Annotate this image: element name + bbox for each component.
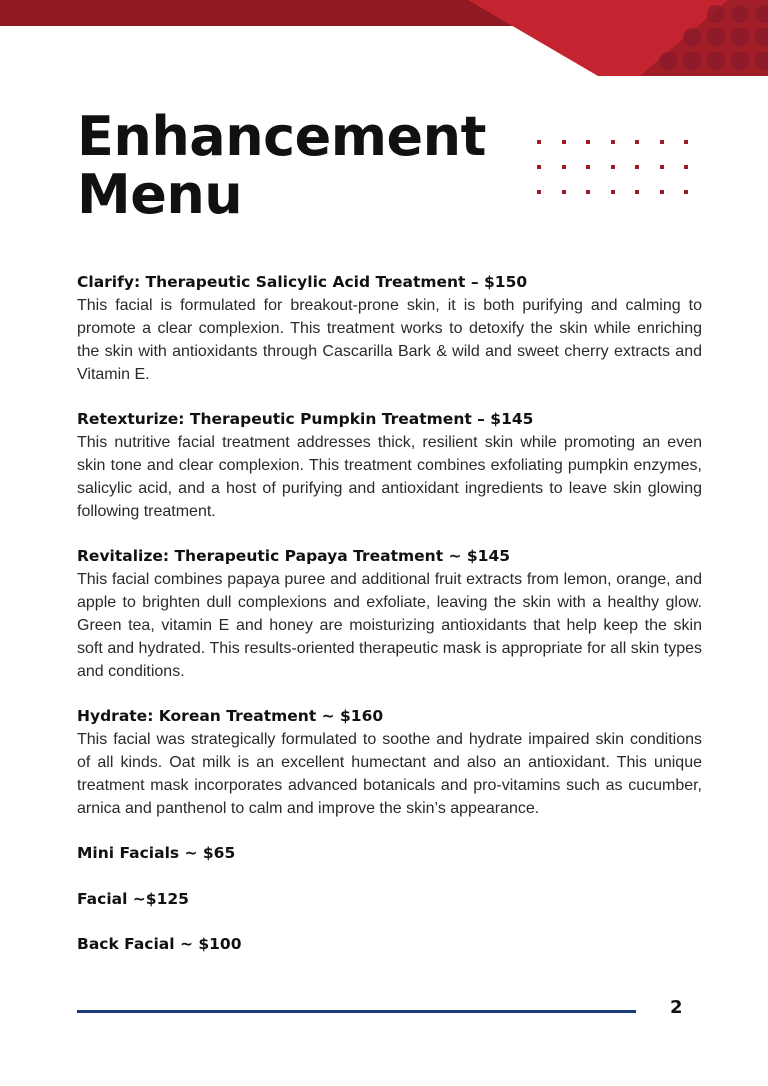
menu-item-mini-facials: Mini Facials ~ $65 [77,844,236,862]
treatment-heading: Clarify: Therapeutic Salicylic Acid Treatment – $150 [77,273,528,291]
title-line-2: Menu [77,163,243,226]
treatment-heading: Hydrate: Korean Treatment ~ $160 [77,707,384,725]
treatment-heading: Revitalize: Therapeutic Papaya Treatment ~ $145 [77,547,511,565]
treatment-description: This facial is formulated for breakout-prone skin, it is both purifying and calming to promote a clear complexion. This treatment works to detoxify the skin while enriching the skin with antioxidants through Cascarilla Bark & wild and sweet cherry extracts and Vitamin E. [77,297,702,383]
decor-dot [537,190,541,194]
decor-dot [586,165,590,169]
decor-dot [684,190,688,194]
menu-item-back-facial: Back Facial ~ $100 [77,935,242,953]
decor-dot [635,190,639,194]
treatment-description: This nutritive facial treatment addresses thick, resilient skin while promoting an even skin tone and clear complexion. This treatment combines exfoliating pumpkin enzymes, salicylic acid, and a host of purifying and antioxidant ingredients to leave skin glowing following treatment. [77,434,702,520]
decor-dot [586,190,590,194]
decor-dot [660,190,664,194]
decor-dot [684,140,688,144]
page-number: 2 [670,997,683,1018]
decor-dot [635,140,639,144]
treatment-heading: Retexturize: Therapeutic Pumpkin Treatment – $145 [77,410,534,428]
decor-dot [611,140,615,144]
treatment-item [77,271,702,386]
dot-grid-decoration [537,140,709,194]
decor-dot [537,140,541,144]
decor-dot [611,190,615,194]
decor-dot [562,140,566,144]
decor-dot [684,165,688,169]
decor-dot [635,165,639,169]
menu-item-facial: Facial ~$125 [77,889,189,908]
treatment-description: This facial was strategically formulated to soothe and hydrate impaired skin conditions of all kinds. Oat milk is an excellent humectant and also an antioxidant. This unique treatment mask incorporates advanced botanicals and pro-vitamins such as cucumber, arnica and panthenol to calm and improve the skin’s appearance. [77,731,702,817]
decor-dot [586,140,590,144]
decor-dot [562,190,566,194]
page-title [77,105,486,226]
title-line-1: Enhancement [77,105,486,168]
menu-content [77,271,702,979]
decor-dot [537,165,541,169]
decor-dot [562,165,566,169]
decor-dot [611,165,615,169]
treatment-item [77,705,702,820]
decor-dot [660,140,664,144]
treatment-description: This facial combines papaya puree and additional fruit extracts from lemon, orange, and apple to brighten dull complexions and exfoliate, leaving the skin with a healthy glow. Green tea, vitamin E and honey are moisturizing antioxidants that help keep the skin soft and hydrated. This results-oriented therapeutic mask is appropriate for all skin types and conditions. [77,571,702,680]
corner-decoration [468,0,768,80]
treatment-item [77,408,702,523]
footer-divider [77,1010,636,1013]
treatment-item [77,545,702,683]
decor-dot [660,165,664,169]
